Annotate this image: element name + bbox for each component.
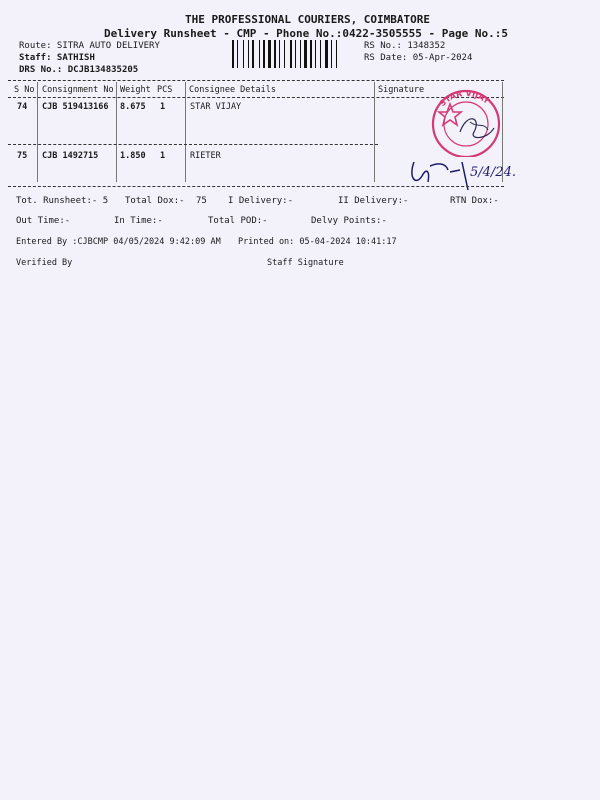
column-separator	[185, 82, 186, 182]
row-pcs: 1	[160, 102, 166, 112]
barcode-bar	[338, 40, 340, 68]
total-dox-label: Total Dox:-	[125, 196, 185, 206]
barcode-bar	[237, 40, 238, 68]
barcode-bar	[274, 40, 276, 68]
divider	[8, 80, 504, 81]
barcode-bar	[259, 40, 260, 68]
barcode-bar	[322, 40, 324, 68]
barcode-bar	[232, 40, 234, 68]
barcode-bar	[320, 40, 321, 68]
barcode-bar	[243, 40, 244, 68]
row-consignee: RIETER	[190, 151, 221, 161]
barcode	[232, 40, 357, 68]
barcode-bar	[268, 40, 271, 68]
barcode-bar	[277, 40, 278, 68]
barcode-bar	[315, 40, 316, 68]
row-weight: 1.850	[120, 151, 146, 161]
barcode-bar	[248, 40, 249, 68]
barcode-bar	[279, 40, 280, 68]
barcode-bar	[261, 40, 262, 68]
barcode-bar	[293, 40, 294, 68]
barcode-bar	[290, 40, 292, 68]
rtn-dox: RTN Dox:-	[450, 196, 499, 206]
col-consignee: Consignee Details	[189, 85, 276, 95]
rs-date: RS Date: 05-Apr-2024	[364, 53, 473, 63]
printed-on: Printed on: 05-04-2024 10:41:17	[238, 237, 397, 247]
in-time: In Time:-	[114, 216, 163, 226]
barcode-bar	[329, 40, 330, 68]
company-stamp	[422, 82, 510, 157]
rs-number: RS No.: 1348352	[364, 41, 446, 51]
barcode-bar	[281, 40, 283, 68]
drs-number: DRS No.: DCJB134835205	[19, 65, 139, 75]
staff-label: Staff: SATHISH	[19, 53, 95, 63]
barcode-bar	[302, 40, 303, 68]
barcode-bar	[272, 40, 273, 68]
barcode-bar	[325, 40, 328, 68]
ii-delivery: II Delivery:-	[338, 196, 409, 206]
row-sno: 74	[17, 102, 28, 112]
barcode-bar	[245, 40, 247, 68]
row-weight: 8.675	[120, 102, 146, 112]
out-time: Out Time:-	[16, 216, 71, 226]
column-separator	[116, 82, 117, 182]
barcode-bar	[300, 40, 301, 68]
barcode-bar	[297, 40, 299, 68]
barcode-bar	[336, 40, 337, 68]
svg-text:STAR VIJAY	[438, 89, 491, 108]
row-pcs: 1	[160, 151, 166, 161]
barcode-bar	[308, 40, 309, 68]
barcode-bar	[252, 40, 254, 68]
handwritten-signature	[404, 150, 526, 194]
barcode-bar	[284, 40, 285, 68]
divider	[8, 186, 504, 187]
barcode-bar	[266, 40, 267, 68]
barcode-bar	[255, 40, 258, 68]
col-sno: S No	[14, 85, 35, 95]
barcode-bar	[317, 40, 319, 68]
signature-date: 5/4/24.	[470, 165, 516, 180]
barcode-bar	[310, 40, 312, 68]
staff-signature: Staff Signature	[267, 258, 344, 268]
row-consignment: CJB 519413166	[42, 102, 109, 112]
barcode-bar	[235, 40, 236, 68]
tot-runsheet: Tot. Runsheet:- 5	[16, 196, 109, 206]
column-separator	[37, 82, 38, 182]
col-signature: Signature	[378, 85, 425, 95]
company-title: THE PROFESSIONAL COURIERS, COIMBATORE	[185, 13, 431, 26]
i-delivery: I Delivery:-	[228, 196, 294, 206]
col-pcs: PCS	[157, 85, 173, 95]
barcode-bar	[333, 40, 335, 68]
total-pod: Total POD:-	[208, 216, 268, 226]
barcode-bar	[239, 40, 242, 68]
divider	[8, 144, 378, 145]
col-weight: Weight	[120, 85, 151, 95]
delvy-points: Delvy Points:-	[311, 216, 387, 226]
barcode-bar	[263, 40, 265, 68]
barcode-bar	[313, 40, 314, 68]
route-label: Route: SITRA AUTO DELIVERY	[19, 41, 160, 51]
entered-by: Entered By :CJBCMP 04/05/2024 9:42:09 AM	[16, 237, 221, 247]
column-separator	[374, 82, 375, 182]
runsheet-subtitle: Delivery Runsheet - CMP - Phone No.:0422-3505555 - Page No.:5	[104, 27, 508, 40]
verified-by: Verified By	[16, 258, 73, 268]
barcode-bar	[295, 40, 296, 68]
barcode-bar	[250, 40, 251, 68]
row-sno: 75	[17, 151, 28, 161]
total-dox-value: 75	[196, 196, 207, 206]
row-consignee: STAR VIJAY	[190, 102, 242, 112]
row-consignment: CJB 1492715	[42, 151, 99, 161]
barcode-bar	[304, 40, 307, 68]
col-consignment: Consignment No	[42, 85, 114, 95]
barcode-bar	[286, 40, 289, 68]
barcode-bar	[331, 40, 332, 68]
stamp-text: STAR VIJAY	[437, 88, 492, 109]
